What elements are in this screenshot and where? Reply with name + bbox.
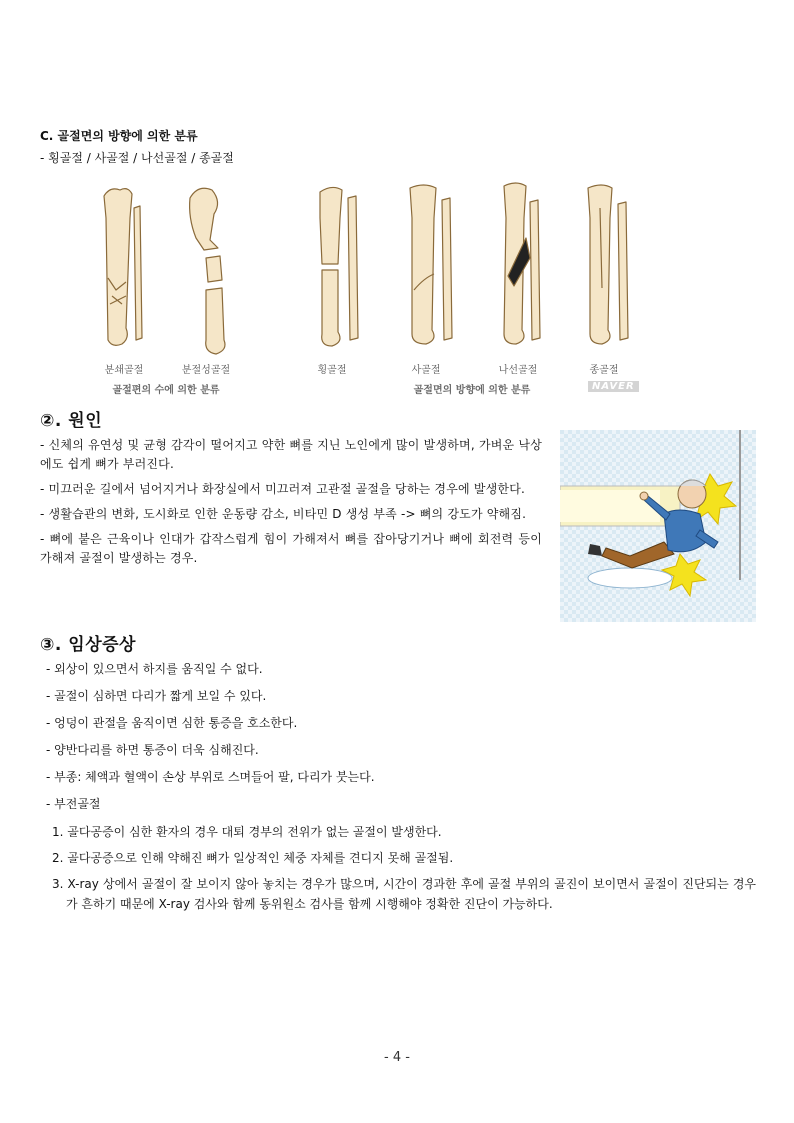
bone-spiral [504, 183, 540, 344]
numbered-item: 2. 골다공증으로 인해 약해진 뼈가 일상적인 체중 자체를 견디지 못해 골절됨. [52, 851, 454, 865]
incomplete-fracture-list [52, 822, 756, 914]
figure-label-spiral: 나선골절 [498, 365, 538, 376]
section-c-title: C. 골절면의 방향에 의한 분류 [40, 129, 198, 143]
symptoms-list [46, 656, 766, 818]
figure-label-transverse: 횡골절 [317, 365, 347, 376]
section-c-list: - 횡골절 / 사골절 / 나선골절 / 종골절 [40, 151, 234, 165]
cause-item: - 미끄러운 길에서 넘어지거나 화장실에서 미끄러져 고관절 골절을 당하는 경우에 발생한다. [40, 482, 525, 496]
symptom-item: - 양반다리를 하면 통증이 더욱 심해진다. [46, 743, 259, 757]
symptom-item: - 골절이 심하면 다리가 짧게 보일 수 있다. [46, 689, 267, 703]
cause-item: - 신체의 유연성 및 균형 감각이 떨어지고 약한 뼈를 지닌 노인에게 많이 발생하며, 가벼운 낙상에도 쉽게 뼈가 부러진다. [40, 438, 542, 471]
figure-caption-left: 골절편의 수에 의한 분류 [112, 385, 220, 396]
bone-longitudinal [588, 185, 628, 344]
figure-label-comminuted: 분쇄골절 [104, 365, 144, 376]
numbered-item: 1. 골다공증이 심한 환자의 경우 대퇴 경부의 전위가 없는 골절이 발생한다. [52, 825, 442, 839]
symptom-item: - 부종: 체액과 혈액이 손상 부위로 스며들어 팔, 다리가 붓는다. [46, 770, 375, 784]
bone-segmental [190, 188, 225, 354]
cause-item: - 생활습관의 변화, 도시화로 인한 운동량 감소, 비타민 D 생성 부족 -> 뼈의 강도가 약해짐. [40, 507, 527, 521]
figure-caption-right: 골절면의 방향에 의한 분류 [413, 385, 531, 396]
symptom-item: - 외상이 있으면서 하지를 움직일 수 없다. [46, 662, 263, 676]
figure-label-segmental: 분절성골절 [181, 365, 231, 376]
symptom-item: - 부전골절 [46, 797, 101, 811]
bone-comminuted [104, 189, 142, 346]
bone-transverse [320, 187, 358, 346]
figure-label-longitudinal: 종골절 [589, 365, 619, 376]
cause-list [40, 436, 542, 568]
slip-fall-illustration [560, 430, 756, 622]
cause-item: - 뼈에 붙은 근육이나 인대가 갑작스럽게 힘이 가해져서 뼈를 잡아당기거나 뼈에 회전력 등이 가해져 골절이 발생하는 경우. [40, 532, 542, 565]
symptoms-heading: ③. 임상증상 [40, 635, 136, 655]
symptom-item: - 엉덩이 관절을 움직이면 심한 통증을 호소한다. [46, 716, 298, 730]
bone-oblique [410, 185, 452, 344]
cause-heading: ②. 원인 [40, 411, 103, 431]
numbered-item: 3. X-ray 상에서 골절이 잘 보이지 않아 놓치는 경우가 많으며, 시간이 경과한 후에 골절 부위의 골진이 보이면서 골절이 진단되는 경우가 흔하기 때문에 X-ray 검사와 함께 동위원소 검사를 함께 시행해야 정확한 진단이 가능하다. [52, 877, 756, 911]
figure-label-oblique: 사골절 [411, 365, 441, 376]
naver-watermark: NAVER [588, 381, 639, 392]
page-number: - 4 - [384, 1050, 410, 1065]
fracture-types-figure [86, 178, 646, 398]
